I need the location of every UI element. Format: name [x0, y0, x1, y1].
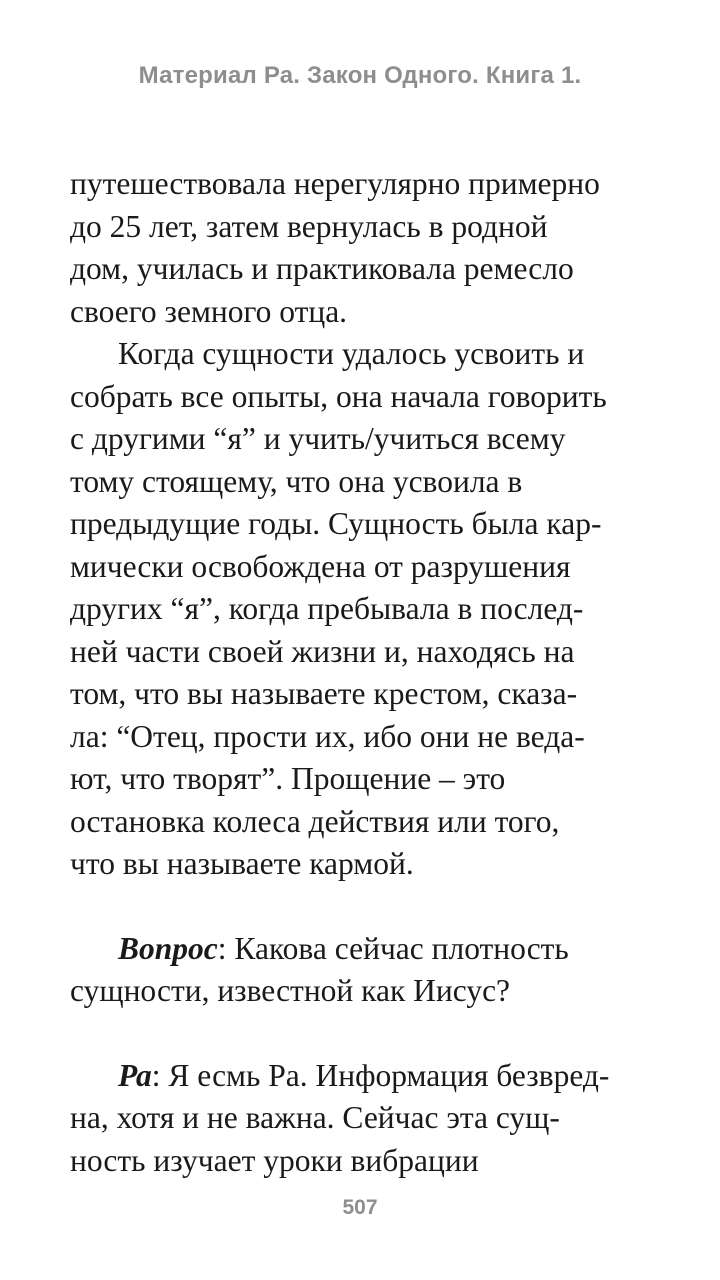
text-line: ют, что творят”. Прощение – это: [70, 761, 506, 796]
text-line: [70, 928, 660, 971]
page-number: 507: [342, 1196, 378, 1219]
text-line: ней части своей жизни и, находясь на: [70, 633, 575, 669]
text-line: ла: “Отец, прости их, ибо они не веда-: [70, 718, 585, 754]
text-line: сущности, известной как Иисус?: [70, 973, 511, 1008]
text-line: путешествовала нерегулярно примерно: [70, 166, 600, 201]
text-line: [70, 1055, 660, 1098]
text-line: ность изучает уроки вибрации: [70, 1142, 479, 1178]
answer-paragraph: [70, 1055, 660, 1183]
text-line: дом, училась и практиковала ремесло: [70, 251, 574, 286]
text-line: остановка колеса действия или того,: [70, 803, 560, 839]
text-line: своего земного отца.: [70, 293, 348, 329]
speaker-label-question: Вопрос: [118, 930, 218, 966]
text-line: с другими “я” и учить/учиться всему: [70, 421, 566, 456]
text-line: тому стоящему, что она усвоила в: [70, 463, 523, 499]
paragraph-spacer: [70, 1013, 660, 1055]
text-line: мически освобождена от разрушения: [70, 548, 571, 584]
text-line: что вы называете кармой.: [70, 846, 414, 881]
question-paragraph: [70, 928, 660, 1013]
paragraph-spacer: [70, 886, 660, 928]
paragraph: [70, 163, 660, 333]
text-line: до 25 лет, затем вернулась в родной: [70, 208, 548, 244]
text-line: на, хотя и не важна. Сейчас эта сущ-: [70, 1100, 560, 1135]
text-line: предыдущие годы. Сущность была кар-: [70, 506, 602, 541]
book-title-header: Материал Ра. Закон Одного. Книга 1.: [138, 62, 582, 89]
page-text: [70, 163, 660, 1182]
paragraph: [70, 333, 660, 886]
text-line: том, что вы называете крестом, сказа-: [70, 676, 578, 711]
answer-text: : Я есмь Ра. Информация безвред-: [151, 1057, 610, 1093]
speaker-label-ra: Ра: [118, 1057, 152, 1093]
text-line: других “я”, когда пребывала в послед-: [70, 591, 584, 626]
text-line: Когда сущности удалось усвоить и: [118, 336, 585, 371]
question-text: : Какова сейчас плотность: [217, 930, 569, 966]
text-line: собрать все опыты, она начала говорить: [70, 378, 607, 414]
